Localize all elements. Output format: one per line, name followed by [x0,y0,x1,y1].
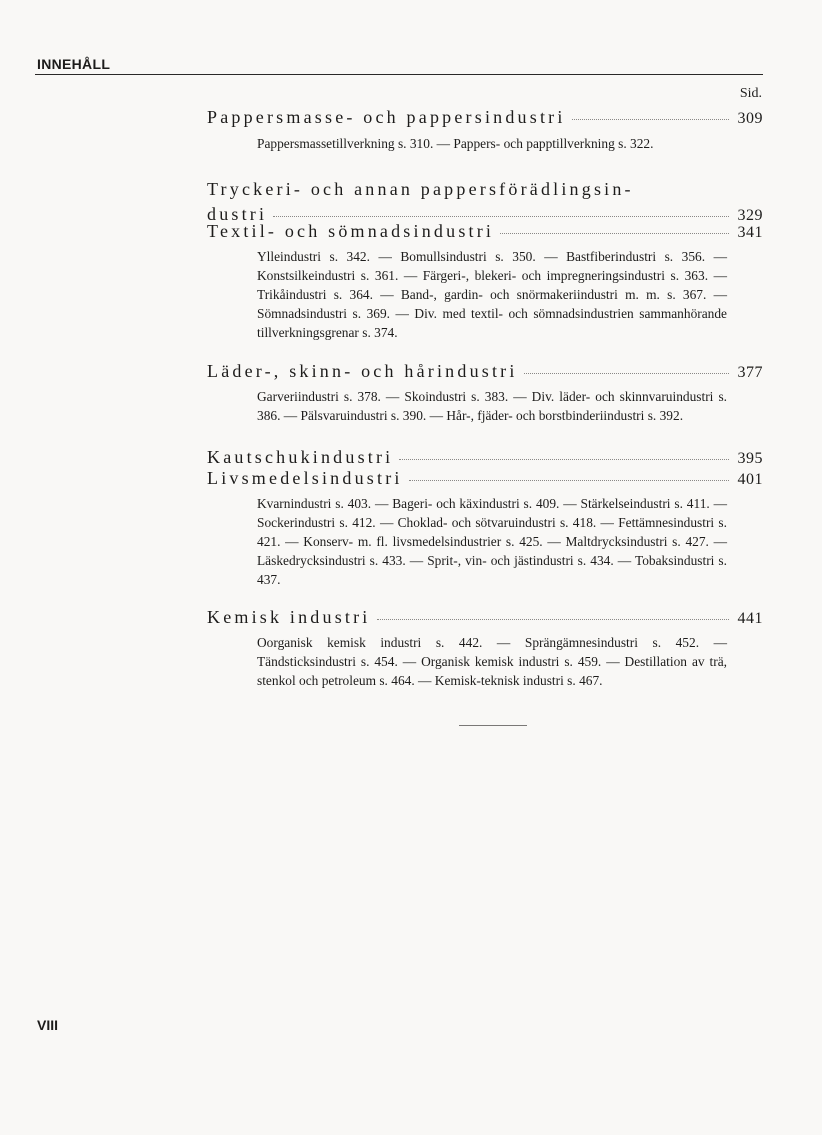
end-rule [459,725,527,726]
entry-title: dustri [207,204,268,224]
dot-leader [273,216,729,217]
entry-page-number: 329 [737,207,763,224]
dot-leader [572,119,729,120]
toc-entry[interactable] [207,220,763,342]
entry-title: Kemisk industri [207,607,371,627]
entry-title: Pappersmasse- och pappersindustri [207,107,566,127]
entry-page-number: 395 [737,450,763,467]
entry-title: Kautschukindustri [207,447,394,467]
entry-description: Garveriindustri s. 378. — Skoindustri s. 383. — Div. läder- och skinnvaruindustri s. 386. — Pälsvaruindustri s. 390. — Hår-, fjäder- och borstbinderiindustri s. 392. [257,389,727,423]
dot-leader [399,459,729,460]
entry-page-number: 377 [737,364,763,381]
entry-title-first-line: Tryckeri- och annan pappersförädlingsin- [207,179,634,199]
toc-entry[interactable] [207,360,763,425]
page-folio: VIII [37,1017,59,1033]
toc-entry[interactable] [207,606,763,690]
running-head: INNEHÅLL [37,56,111,72]
dot-leader [377,619,730,620]
dot-leader [409,480,729,481]
entry-description: Pappersmassetillverkning s. 310. — Pappers- och papptillverkning s. 322. [257,136,654,151]
entry-page-number: 309 [737,110,763,127]
toc-entry[interactable] [207,467,763,589]
entry-description: Oorganisk kemisk industri s. 442. — Sprängämnesindustri s. 452. — Tändsticksindustri s. 454. — Organisk kemisk industri s. 459. — Destillation av trä, stenkol och petroleum s. 464. — Kemisk-teknisk industri s. 467. [257,635,727,688]
entry-description: Kvarnindustri s. 403. — Bageri- och käxindustri s. 409. — Stärkelseindustri s. 411. — Sockerindustri s. 412. — Choklad- och sötvaruindustri s. 418. — Fettämnesindustri s. 421. — Konserv- m. fl. livsmedelsindustrier s. 425. — Maltdrycksindustri s. 427. — Läskedrycksindustri s. 433. — Sprit-, vin- och jästindustri s. 434. — Tobaksindustri s. 437. [257,496,727,587]
entry-title: Livsmedelsindustri [207,468,403,488]
entry-page-number: 341 [737,224,763,241]
entry-title: Läder-, skinn- och hårindustri [207,361,518,381]
toc-entry[interactable] [207,106,763,153]
page-column-label: Sid. [739,86,762,101]
header-rule [35,74,763,75]
entry-page-number: 401 [737,471,763,488]
entry-title: Textil- och sömnadsindustri [207,221,495,241]
entry-page-number: 441 [737,610,763,627]
entry-description: Ylleindustri s. 342. — Bomullsindustri s. 350. — Bastfiberindustri s. 356. — Konstsilkeindustri s. 361. — Färgeri-, blekeri- och impregneringsindustri s. 363. — Trikåindustri s. 364. — Band-, gardin- och snörmakeriindustri m. m. s. 367. — Sömnadsindustri s. 369. — Div. med textil- och sömnadsindustrien sammanhörande tillverkningsgrenar s. 374. [257,249,727,340]
dot-leader [500,233,729,234]
dot-leader [524,373,729,374]
